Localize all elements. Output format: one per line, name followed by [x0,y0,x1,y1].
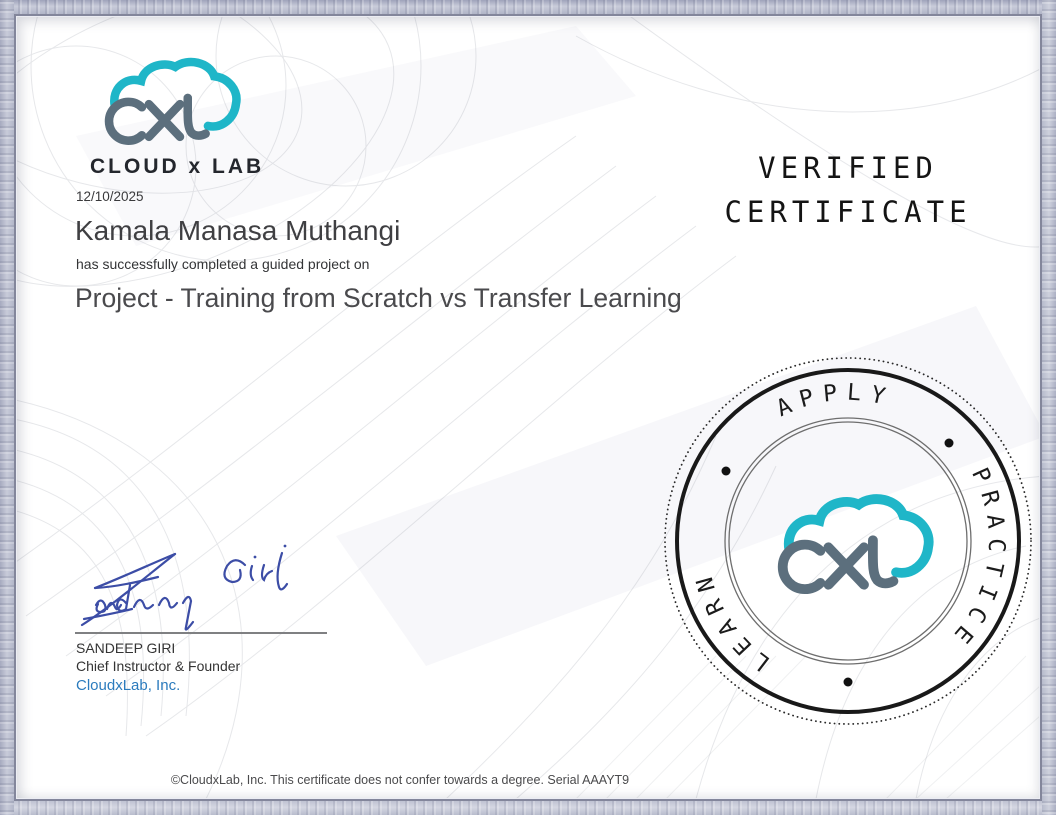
seal-outer-ring [677,370,1019,712]
seal-inner-ring-outer [725,418,971,664]
verified-line1: VERIFIED [758,151,938,185]
learn-apply-practice-seal [659,352,1037,730]
verified-line2: CERTIFICATE [724,195,972,229]
seal-word-learn: LEARN [689,565,775,676]
footer-disclaimer: ©CloudxLab, Inc. This certificate does not confer towards a degree. Serial AAAYT9 [170,773,630,787]
course-title: Project - Training from Scratch vs Transfer Learning [75,283,682,313]
frame-left [0,0,14,815]
seal-word-practice: PRACTICE [943,463,1010,655]
seal-dot-right [945,439,954,448]
signer-name: SANDEEP GIRI [76,640,176,656]
seal-cxl-logo [783,499,929,589]
verified-certificate-heading [716,146,980,234]
seal-word-apply: APPLY [772,379,897,423]
seal-dot-left [722,467,731,476]
recipient-name: Kamala Manasa Muthangi [75,215,401,246]
seal-dot-bottom [844,678,853,687]
completion-text: has successfully completed a guided project on [76,256,370,272]
company-link[interactable]: CloudxLab, Inc. [76,677,181,694]
frame-right [1042,0,1056,815]
certificate-canvas [16,16,1040,799]
brand-wordmark: CLOUD x LAB [90,155,265,178]
frame-bottom [0,801,1056,815]
frame-top [0,0,1056,14]
signature-image [68,535,318,635]
signer-title: Chief Instructor & Founder [76,658,241,674]
signature-line [75,632,327,634]
seal-dotted-ring [665,358,1031,724]
issue-date: 12/10/2025 [76,189,144,204]
cxl-logo [88,56,244,157]
